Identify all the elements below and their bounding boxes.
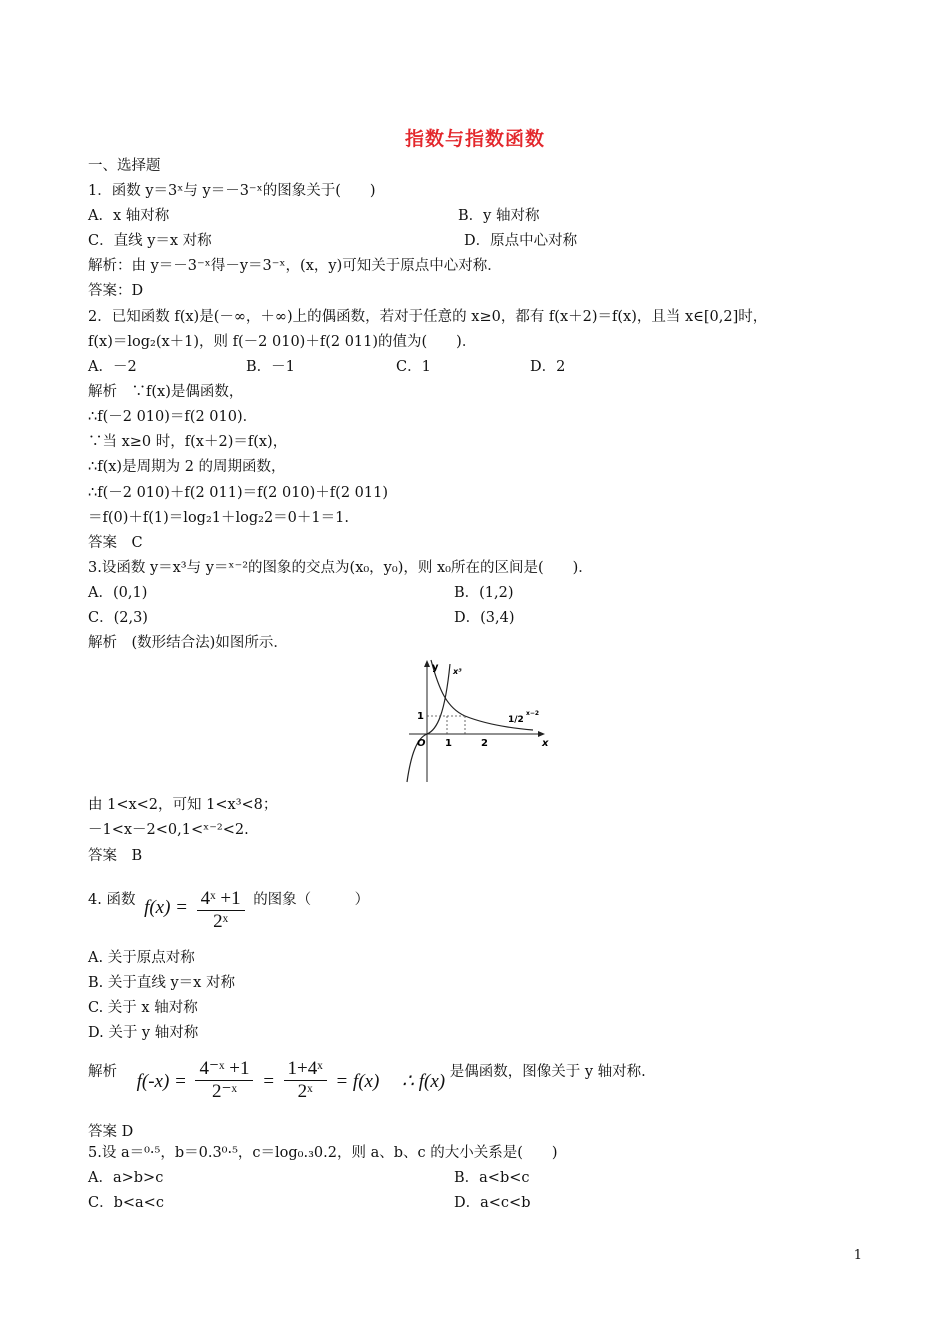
q2-solution-line4: ∴f(x)是周期为 2 的周期函数， bbox=[88, 459, 286, 475]
q4-fraction-2-numerator: 1+4ˣ bbox=[284, 1058, 327, 1081]
q4-fraction-denominator: 2ˣ bbox=[213, 911, 229, 932]
graph-tick-x1: 1 bbox=[445, 738, 452, 749]
q4-option-a: A. 关于原点对称 bbox=[88, 950, 195, 966]
q2-stem-line2: f(x)＝log₂(x＋1)，则 f(－2 010)＋f(2 011)的值为( )． bbox=[88, 334, 477, 350]
q4-fraction-1 bbox=[195, 1058, 253, 1103]
q3-option-d: D．(3,4) bbox=[454, 610, 515, 626]
q3-option-a: A．(0,1) bbox=[88, 585, 148, 601]
graph-curve2-exponent: x−2 bbox=[526, 710, 540, 717]
q4-stem bbox=[88, 888, 369, 934]
q2-solution-line3: ∵当 x≥0 时，f(x＋2)＝f(x)， bbox=[88, 434, 288, 450]
graph-curve2-base: 1/2 bbox=[508, 715, 524, 725]
q1-answer: 答案：D bbox=[88, 283, 144, 299]
q4-analysis-label: 解析 bbox=[88, 1064, 117, 1080]
q2-option-d: D．2 bbox=[530, 359, 566, 375]
q1-option-c: C．直线 y＝x 对称 bbox=[88, 233, 212, 249]
q4-fraction-2-denominator: 2ˣ bbox=[297, 1081, 313, 1102]
page-number: 1 bbox=[853, 1248, 862, 1263]
q2-option-b: B．－1 bbox=[246, 359, 295, 375]
q4-option-b: B. 关于直线 y＝x 对称 bbox=[88, 975, 235, 991]
section-heading: 一、选择题 bbox=[88, 158, 161, 174]
q1-analysis: 解析：由 y＝－3⁻ˣ得－y＝3⁻ˣ，(x，y)可知关于原点中心对称． bbox=[88, 258, 502, 274]
graph-origin-label: O bbox=[417, 738, 426, 749]
q2-stem-line1: 2．已知函数 f(x)是(－∞，＋∞)上的偶函数，若对于任意的 x≥0，都有 f(x＋2)＝f(x)，且当 x∈[0,2]时， bbox=[88, 309, 768, 325]
q4-conclusion: 是偶函数，图像关于 y 轴对称. bbox=[449, 1064, 646, 1080]
q2-solution-line5: ∴f(－2 010)＋f(2 011)＝f(2 010)＋f(2 011) bbox=[88, 485, 388, 501]
q2-option-c: C．1 bbox=[396, 359, 431, 375]
q5-option-b: B．a<b<c bbox=[454, 1170, 530, 1186]
graph-tick-x2: 2 bbox=[481, 738, 488, 749]
q4-option-c: C. 关于 x 轴对称 bbox=[88, 1000, 198, 1016]
q1-stem: 1．函数 y＝3ˣ与 y＝－3⁻ˣ的图象关于( ) bbox=[88, 183, 376, 199]
graph-curve1-label: x³ bbox=[453, 667, 462, 676]
q3-option-b: B．(1,2) bbox=[454, 585, 514, 601]
q1-option-b: B．y 轴对称 bbox=[458, 208, 540, 224]
q5-option-c: C．b<a<c bbox=[88, 1195, 164, 1211]
q2-solution-line2: ∴f(－2 010)＝f(2 010)． bbox=[88, 409, 258, 425]
q5-stem: 5.设 a＝⁰·⁵，b＝0.3⁰·⁵，c＝log₀.₃0.2，则 a、b、c 的大小关系是( ) bbox=[88, 1145, 558, 1161]
q4-fraction-2 bbox=[284, 1058, 327, 1103]
q1-option-a: A．x 轴对称 bbox=[88, 208, 170, 224]
q4-equals: = bbox=[262, 1071, 275, 1092]
q4-stem-prefix: 4. 函数 bbox=[88, 892, 136, 908]
q1-option-d: D．原点中心对称 bbox=[464, 233, 578, 249]
q3-stem: 3.设函数 y＝x³与 y＝ˣ⁻²的图象的交点为(x₀，y₀)，则 x₀所在的区间是( )． bbox=[88, 560, 593, 576]
q4-lhs: f(-x) = bbox=[136, 1071, 187, 1092]
q4-fraction bbox=[197, 888, 245, 933]
q3-solution-line2: －1<x－2<0,1<ˣ⁻²<2. bbox=[88, 822, 249, 838]
graph-y-label: y bbox=[432, 662, 439, 673]
page-title: 指数与指数函数 bbox=[404, 128, 545, 150]
q3-option-c: C．(2,3) bbox=[88, 610, 148, 626]
q3-analysis: 解析 (数形结合法)如图所示． bbox=[88, 635, 288, 651]
q2-option-a: A．－2 bbox=[88, 359, 137, 375]
q4-rhs: = f(x) bbox=[335, 1071, 380, 1092]
q4-therefore: ∴ f(x) bbox=[401, 1071, 446, 1092]
q3-solution-line1: 由 1<x<2，可知 1<x³<8； bbox=[88, 797, 278, 813]
q5-option-d: D．a<c<b bbox=[454, 1195, 531, 1211]
q4-fraction-numerator: 4ˣ +1 bbox=[197, 888, 245, 911]
q4-option-d: D. 关于 y 轴对称 bbox=[88, 1025, 199, 1041]
q4-fraction-1-numerator: 4⁻ˣ +1 bbox=[195, 1058, 253, 1081]
q4-fraction-1-denominator: 2⁻ˣ bbox=[211, 1081, 237, 1102]
q4-stem-suffix: 的图象（ ） bbox=[253, 892, 370, 908]
q4-fx: f(x) = bbox=[144, 897, 188, 918]
q2-solution-line1: 解析 ∵f(x)是偶函数， bbox=[88, 384, 244, 400]
q3-function-graph bbox=[405, 658, 550, 786]
graph-x-label: x bbox=[542, 738, 549, 749]
q2-solution-line6: ＝f(0)＋f(1)＝log₂1＋log₂2＝0＋1＝1. bbox=[88, 510, 349, 526]
q2-answer: 答案 C bbox=[88, 535, 143, 551]
q4-answer: 答案 D bbox=[88, 1124, 134, 1140]
q3-answer: 答案 B bbox=[88, 848, 143, 864]
q4-analysis bbox=[88, 1058, 646, 1110]
q5-option-a: A．a>b>c bbox=[88, 1170, 164, 1186]
graph-tick-y1: 1 bbox=[417, 711, 424, 722]
